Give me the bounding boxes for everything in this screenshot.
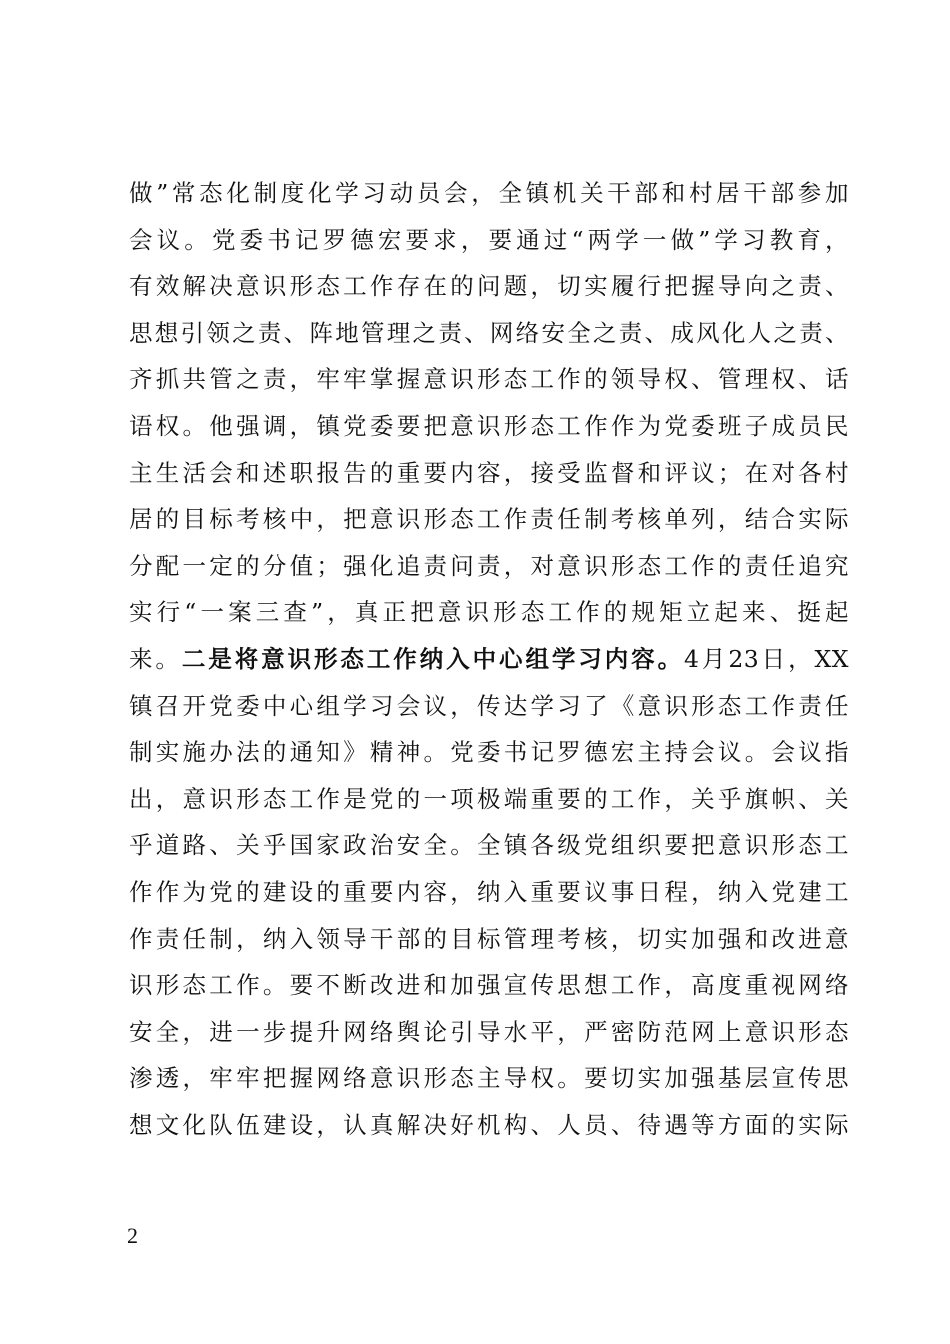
text-line xyxy=(129,411,849,441)
text-segment: 出，意识形态工作是党的一项极端重要的工作，关乎旗帜、关 xyxy=(129,784,849,813)
text-segment: 有效解决意识形态工作存在的问题，切实履行把握导向之责、 xyxy=(129,272,849,301)
text-line xyxy=(129,225,849,255)
text-line xyxy=(129,178,849,208)
text-line xyxy=(129,318,849,348)
text-segment: 实行“一案三查”，真正把意识形态工作的规矩立起来、挺起 xyxy=(129,598,849,627)
text-line xyxy=(129,877,849,907)
text-segment: 做”常态化制度化学习动员会，全镇机关干部和村居干部参加 xyxy=(129,179,849,207)
text-segment: 语权。他强调，镇党委要把意识形态工作作为党委班子成员民 xyxy=(129,412,849,440)
text-line xyxy=(129,924,849,954)
text-segment: 思想引领之责、阵地管理之责、网络安全之责、成风化人之责、 xyxy=(129,318,849,347)
text-line xyxy=(129,691,849,721)
text-line xyxy=(129,364,849,394)
text-line xyxy=(129,1017,849,1047)
text-line xyxy=(129,970,849,1000)
text-line xyxy=(129,784,849,814)
text-segment: 会议。党委书记罗德宏要求，要通过“两学一做”学习教育， xyxy=(129,225,849,254)
text-line xyxy=(129,1110,849,1140)
text-segment: 制实施办法的通知》精神。党委书记罗德宏主持会议。会议指 xyxy=(129,738,849,767)
text-segment: 作作为党的建设的重要内容，纳入重要议事日程，纳入党建工 xyxy=(129,878,849,906)
text-segment: 想文化队伍建设，认真解决好机构、人员、待遇等方面的实际 xyxy=(129,1111,849,1139)
text-segment: 4月23日，XX xyxy=(684,645,849,673)
text-line xyxy=(129,551,849,581)
text-line xyxy=(129,1063,849,1093)
text-segment: 来。 xyxy=(129,645,182,673)
text-segment: 镇召开党委中心组学习会议，传达学习了《意识形态工作责任 xyxy=(129,691,849,720)
text-line xyxy=(129,458,849,488)
text-segment: 主生活会和述职报告的重要内容，接受监督和评议；在对各村 xyxy=(129,458,849,487)
text-line xyxy=(129,737,849,767)
text-segment: 乎道路、关乎国家政治安全。全镇各级党组织要把意识形态工 xyxy=(129,831,849,860)
text-line xyxy=(129,271,849,301)
text-segment: 识形态工作。要不断改进和加强宣传思想工作，高度重视网络 xyxy=(129,971,849,1000)
text-segment: 居的目标考核中，把意识形态工作责任制考核单列，结合实际 xyxy=(129,505,849,534)
text-line xyxy=(129,597,849,627)
text-segment: 齐抓共管之责，牢牢掌握意识形态工作的领导权、管理权、话 xyxy=(129,365,849,394)
text-segment: 作责任制，纳入领导干部的目标管理考核，切实加强和改进意 xyxy=(129,924,849,953)
text-segment: 安全，进一步提升网络舆论引导水平，严密防范网上意识形态 xyxy=(129,1017,849,1046)
page-number: 2 xyxy=(127,1223,138,1248)
text-segment: 渗透，牢牢把握网络意识形态主导权。要切实加强基层宣传思 xyxy=(129,1064,849,1093)
text-line xyxy=(129,830,849,860)
text-line xyxy=(129,644,849,674)
bold-heading-text: 二是将意识形态工作纳入中心组学习内容。 xyxy=(181,645,685,673)
text-line xyxy=(129,504,849,534)
text-segment: 分配一定的分值；强化追责问责，对意识形态工作的责任追究 xyxy=(129,551,849,580)
